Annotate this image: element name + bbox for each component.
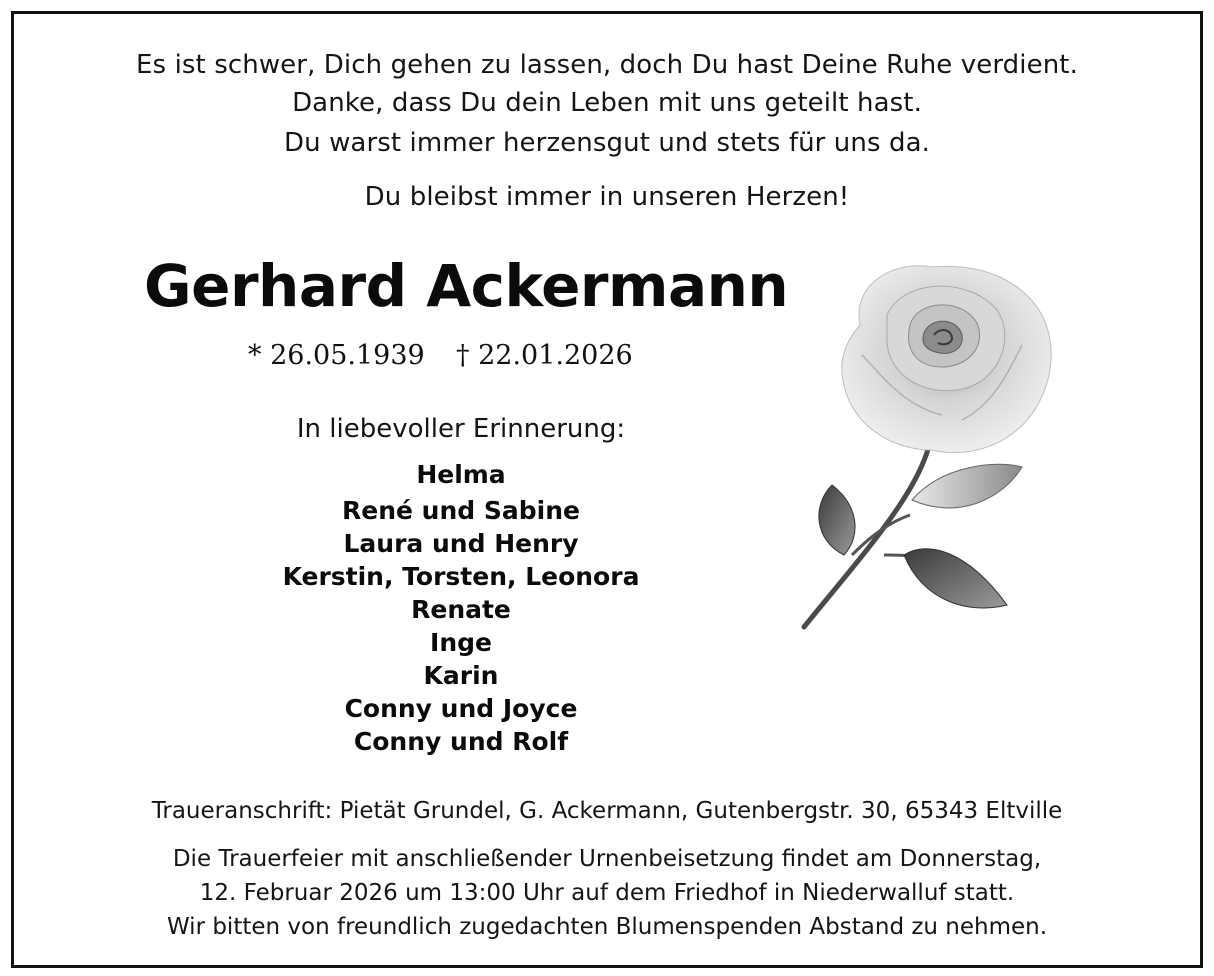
mourner-name: Renate <box>411 595 511 624</box>
poem-line-4: Du bleibst immer in unseren Herzen! <box>364 182 850 212</box>
deceased-name: Gerhard Ackermann <box>144 252 789 320</box>
birth-date: * 26.05.1939 <box>248 340 425 371</box>
mourner-name: Conny und Rolf <box>353 727 569 756</box>
death-date: † 22.01.2026 <box>456 340 633 371</box>
funeral-info-line-1: Die Trauerfeier mit anschließender Urnenbeisetzung findet am Donnerstag, <box>172 846 1042 872</box>
funeral-info-line-2: 12. Februar 2026 um 13:00 Uhr auf dem Friedhof in Niederwalluf statt. <box>199 880 1015 906</box>
mourning-address: Traueranschrift: Pietät Grundel, G. Ackermann, Gutenbergstr. 30, 65343 Eltville <box>151 798 1063 824</box>
mourner-name: Laura und Henry <box>343 529 579 558</box>
poem-line-3: Du warst immer herzensgut und stets für uns da. <box>284 128 930 158</box>
memory-heading: In liebevoller Erinnerung: <box>296 414 626 444</box>
mourner-name: Inge <box>430 628 492 657</box>
mourner-name: René und Sabine <box>342 496 580 525</box>
mourners-list <box>0 458 922 758</box>
poem-line-1: Es ist schwer, Dich gehen zu lassen, doch Du hast Deine Ruhe verdient. <box>136 50 1078 80</box>
mourner-name: Helma <box>416 460 506 489</box>
rose-icon <box>792 255 1072 635</box>
mourner-name: Conny und Joyce <box>344 694 578 723</box>
mourner-name: Karin <box>423 661 499 690</box>
mourner-name: Kerstin, Torsten, Leonora <box>282 562 640 591</box>
funeral-info-line-3: Wir bitten von freundlich zugedachten Blumenspenden Abstand zu nehmen. <box>166 914 1048 940</box>
poem-line-2: Danke, dass Du dein Leben mit uns geteilt hast. <box>292 88 922 118</box>
